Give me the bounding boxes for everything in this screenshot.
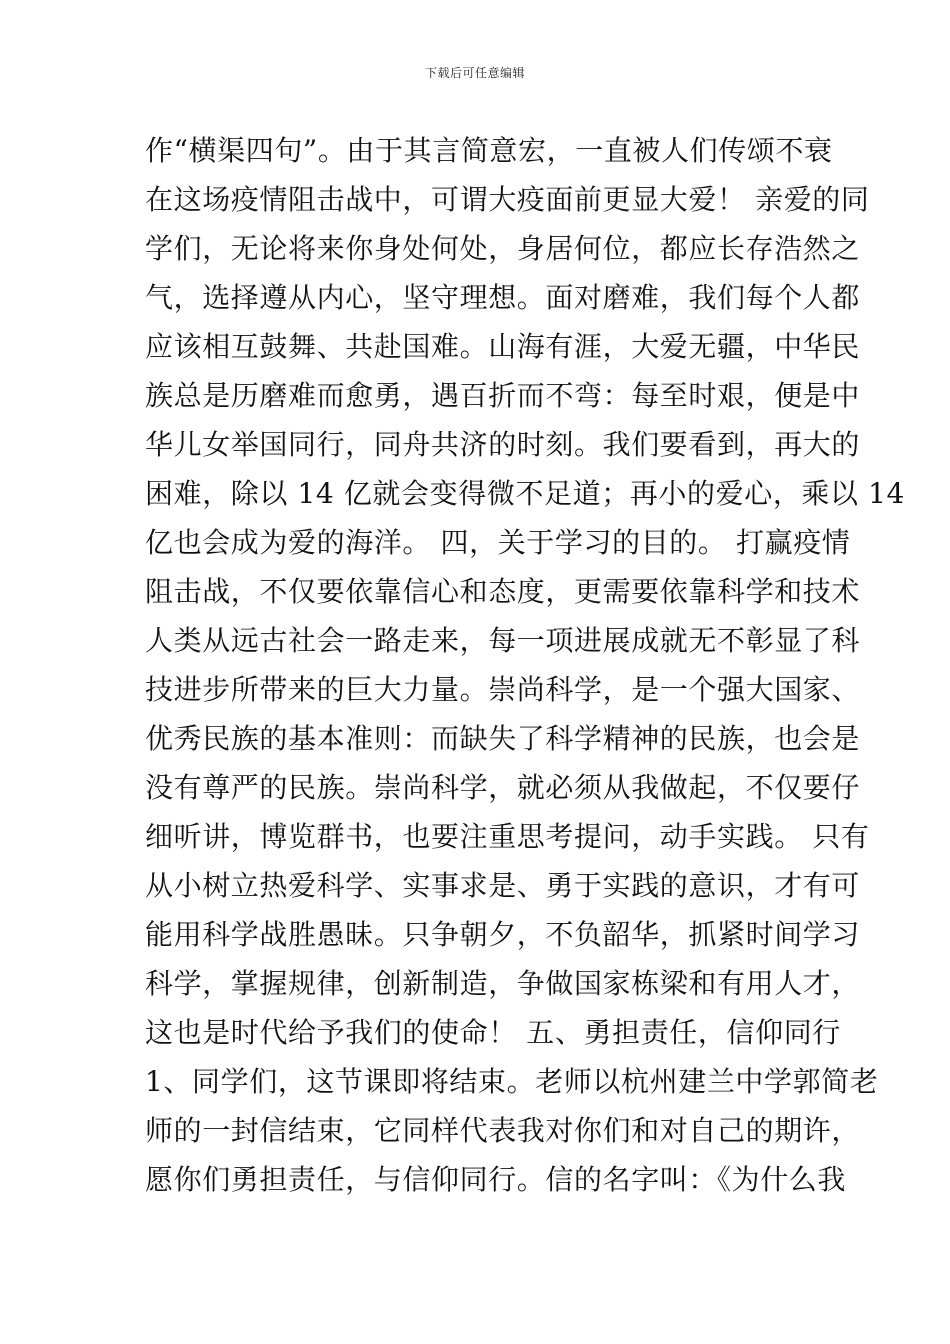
text-line: 没有尊严的民族。崇尚科学，就必须从我做起，不仅要仔: [145, 771, 861, 804]
text-line: 优秀民族的基本准则：而缺失了科学精神的民族，也会是: [145, 722, 861, 755]
text-line: 1、同学们，这节课即将结束。老师以杭州建兰中学郭简老: [145, 1065, 879, 1098]
text-line: 学们，无论将来你身处何处，身居何位，都应长存浩然之: [145, 232, 861, 265]
text-line: 细听讲，博览群书，也要注重思考提问，动手实践。 只有: [145, 820, 870, 853]
text-line: 师的一封信结束，它同样代表我对你们和对自己的期许，: [145, 1114, 861, 1147]
text-line: 亿也会成为爱的海洋。 四，关于学习的目的。 打赢疫情: [145, 526, 851, 559]
text-line: 应该相互鼓舞、共赴国难。山海有涯，大爱无疆，中华民: [145, 330, 861, 363]
text-line: 气，选择遵从内心，坚守理想。面对磨难，我们每个人都: [145, 281, 861, 314]
text-line: 在这场疫情阻击战中，可谓大疫面前更显大爱！ 亲爱的同: [145, 183, 870, 216]
body-text: [145, 126, 905, 1204]
page-header: 下载后可任意编辑: [424, 66, 525, 80]
text-line: 作“横渠四句”。由于其言简意宏，一直被人们传颂不衰: [145, 134, 833, 167]
text-line: 技进步所带来的巨大力量。崇尚科学，是一个强大国家、: [145, 673, 861, 706]
text-line: 从小树立热爱科学、实事求是、勇于实践的意识，才有可: [145, 869, 861, 902]
text-line: 愿你们勇担责任，与信仰同行。信的名字叫：《为什么我: [145, 1163, 847, 1196]
text-line: 人类从远古社会一路走来，每一项进展成就无不彰显了科: [145, 624, 861, 657]
text-line: 华儿女举国同行，同舟共济的时刻。我们要看到，再大的: [145, 428, 861, 461]
text-line: 科学，掌握规律，创新制造，争做国家栋梁和有用人才，: [145, 967, 861, 1000]
text-line: 阻击战，不仅要依靠信心和态度，更需要依靠科学和技术: [145, 575, 861, 608]
text-line: 能用科学战胜愚昧。只争朝夕，不负韶华，抓紧时间学习: [145, 918, 861, 951]
text-line: 族总是历磨难而愈勇，遇百折而不弯：每至时艰，便是中: [145, 379, 861, 412]
text-line: 这也是时代给予我们的使命！ 五、勇担责任，信仰同行: [145, 1016, 841, 1049]
text-line: 困难，除以 14 亿就会变得微不足道；再小的爱心，乘以 14: [145, 477, 905, 510]
